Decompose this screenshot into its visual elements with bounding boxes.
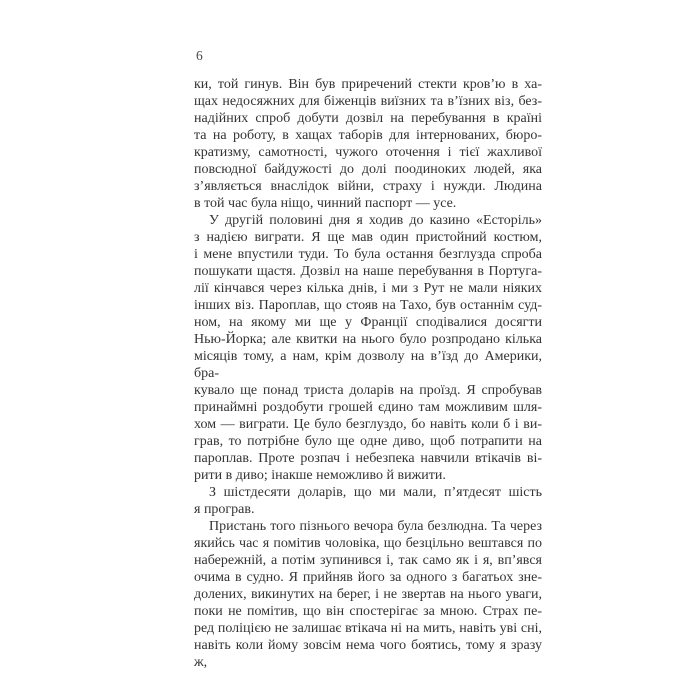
text-line: і мене впустили туди. То була остання безглузда спроба <box>194 247 542 262</box>
text-line: кратизму, самотності, чужого оточення і тієї жахливої <box>194 145 542 160</box>
text-line: рити в диво; інакше неможливо й вижити. <box>194 468 446 483</box>
text-line: пароплав. Проте розпач і небезпека навчили втікачів ві- <box>194 451 542 466</box>
text-line: лії кінчався через кілька днів, і ми з Рут не мали ніяких <box>194 281 542 296</box>
text-line: та на роботу, в хащах таборів для інтернованих, бюро- <box>194 128 542 143</box>
text-line: я програв. <box>194 502 255 517</box>
text-line: ки, той гинув. Він був приречений стекти кров’ю в ха- <box>194 77 542 92</box>
text-line: Пристань того пізнього вечора була безлюдна. Та через <box>209 519 542 534</box>
text-line: набережній, а потім зупинився і, так само як і я, вп’явся <box>194 553 542 568</box>
text-line: з надією виграти. Я ще мав один пристойний костюм, <box>194 230 542 245</box>
text-line: кувало ще понад триста доларів на проїзд. Я спробував <box>194 383 542 398</box>
paragraph <box>194 76 542 212</box>
page-body <box>194 76 542 671</box>
text-line: якийсь час я помітив чоловіка, що безцільно вештався по <box>194 536 542 551</box>
text-line: З шістдесяти доларів, що ми мали, п’ятдесят шість <box>209 485 542 500</box>
paragraph <box>194 212 542 484</box>
text-line: поки не помітив, що він спостерігає за мною. Страх пе- <box>194 604 542 619</box>
text-line: щах недосяжних для біженців виїзних та в’їзних віз, без- <box>194 94 542 109</box>
paragraph <box>194 484 542 518</box>
page-number: 6 <box>196 48 203 63</box>
text-line: хом — виграти. Це було безглуздо, бо навіть коли б і ви- <box>194 417 542 432</box>
text-line: в той час була ніщо, чинний паспорт — усе. <box>194 196 457 211</box>
text-line: інших віз. Пароплав, що стояв на Тахо, був останнім суд- <box>194 298 542 313</box>
text-line: повсюдної байдужості до долі поодиноких людей, яка <box>194 162 542 177</box>
text-line: пошукати щастя. Дозвіл на наше перебування в Португа- <box>194 264 542 279</box>
text-line: Нью-Йорка; але квитки на нього було розпродано кілька <box>194 332 542 347</box>
text-line: долених, викинутих на берег, і не звертав на нього уваги, <box>194 587 542 602</box>
text-line: принаймні роздобути грошей єдино там можливим шля- <box>194 400 542 415</box>
paragraph <box>194 518 542 671</box>
text-line: У другій половині дня я ходив до казино «Есторіль» <box>209 213 542 228</box>
text-line: ред поліцією не залишає втікача ні на мить, навіть уві сні, <box>194 621 542 636</box>
text-line: з’являється внаслідок війни, страху і нужди. Людина <box>194 179 542 194</box>
text-line: очима в судно. Я прийняв його за одного з багатьох зне- <box>194 570 542 585</box>
text-line: грав, то потрібне було ще одне диво, щоб потрапити на <box>194 434 542 449</box>
text-line: надійних спроб добути дозвіл на перебування в країні <box>194 111 542 126</box>
text-line: місяців тому, а нам, крім дозволу на в’їзд до Америки, бра- <box>194 349 542 381</box>
text-line: навіть коли йому зовсім нема чого боятись, тому я зразу ж, <box>194 638 542 670</box>
text-line: ном, на якому ми ще у Франції сподівалися досягти <box>194 315 542 330</box>
